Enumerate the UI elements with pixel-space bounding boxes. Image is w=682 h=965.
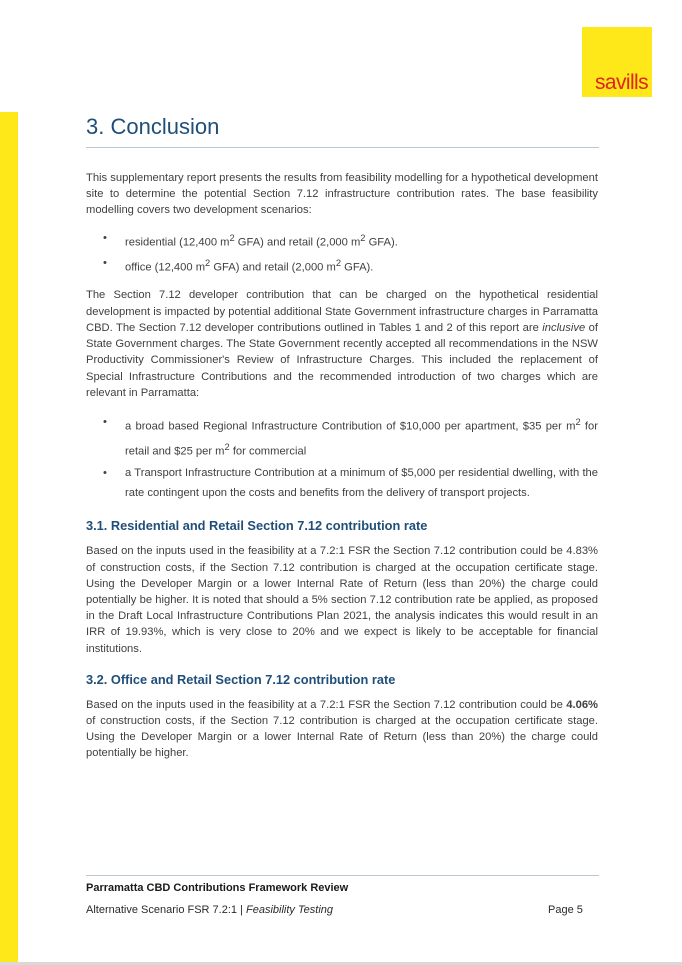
- office-paragraph: Based on the inputs used in the feasibility at a 7.2:1 FSR the Section 7.12 contribution could be 4.06% of construction costs, if the Section 7.12 contribution is charged at the occupation certificate stage. Using the Developer Margin or a lower Internal Rate of Return (less than 20%) the charge could potentially be higher.: [86, 698, 598, 760]
- list-item: • a broad based Regional Infrastructure Contribution of $10,000 per apartment, $35 per $m^2$ for retail and $25 per $m^2$ for commercial: [86, 412, 598, 461]
- footer-subtitle: Alternative Scenario FSR 7.2:1 | Feasibility Testing: [86, 904, 334, 916]
- footer-title: Parramatta CBD Contributions Framework Review: [86, 882, 349, 894]
- side-accent-bar: [0, 112, 18, 965]
- main-content: [86, 170, 598, 773]
- scenario-list: [86, 230, 598, 276]
- savills-logo: [582, 27, 652, 97]
- bullet-icon: •: [103, 231, 107, 244]
- subsection-heading-office: 3.2. Office and Retail Section 7.12 contribution rate: [86, 671, 396, 687]
- list-item: • a Transport Infrastructure Contribution at a minimum of $5,000 per residential dwelling, with the rate contingent upon the costs and benefits from the delivery of transport projects.: [86, 463, 598, 503]
- residential-paragraph: Based on the inputs used in the feasibility at a 7.2:1 FSR the Section 7.12 contribution could be 4.83% of construction costs, if the Section 7.12 contribution is charged at the occupation certificate stage. Using the Developer Margin or a lower Internal Rate of Return (less than 20%) the charge could potentially be higher. It is noted that should a 5% section 7.12 contribution rate be applied, as proposed in the Draft Local Infrastructure Contributions Plan 2021, the analysis indicates this would result in an IRR of 19.93%, which is very close to 20% and we expect is likely to be acceptable for financial institutions.: [86, 545, 598, 655]
- footer-divider: [86, 875, 599, 876]
- bullet-icon: •: [103, 415, 107, 428]
- intro-paragraph: This supplementary report presents the results from feasibility modelling for a hypothetical development site to determine the potential Section 7.12 infrastructure contribution rates. The base feasibility modelling covers two development scenarios:: [86, 172, 598, 217]
- contribution-paragraph: The Section 7.12 developer contribution that can be charged on the hypothetical residential development is impacted by potential additional State Government infrastructure charges in Parramatta CBD. The Section 7.12 developer contributions outlined in Tables 1 and 2 of this report are inclusive of State Government charges. The State Government recently accepted all recommendations in the NSW Productivity Commissioner's Review of Infrastructure Charges. This included the replacement of Special Infrastructure Contributions and the recommended introduction of two charges which are relevant in Parramatta:: [86, 289, 598, 399]
- list-item: • office (12,400 $m^2$ GFA) and retail (2,000 $m^2$ GFA).: [103, 256, 374, 274]
- section-number: 3.: [86, 114, 105, 139]
- section-title: [86, 114, 219, 140]
- list-item: • residential (12,400 $m^2$ GFA) and retail (2,000 $m^2$ GFA).: [103, 231, 398, 249]
- subsection-heading-residential: 3.1. Residential and Retail Section 7.12 contribution rate: [86, 518, 428, 534]
- charges-list: [86, 412, 598, 503]
- page-number: Page 5: [548, 904, 583, 916]
- bullet-icon: •: [103, 467, 107, 480]
- bullet-icon: •: [103, 256, 107, 269]
- title-divider: [86, 147, 599, 148]
- logo-wordmark: savills: [595, 71, 648, 94]
- section-title-text: Conclusion: [110, 114, 220, 139]
